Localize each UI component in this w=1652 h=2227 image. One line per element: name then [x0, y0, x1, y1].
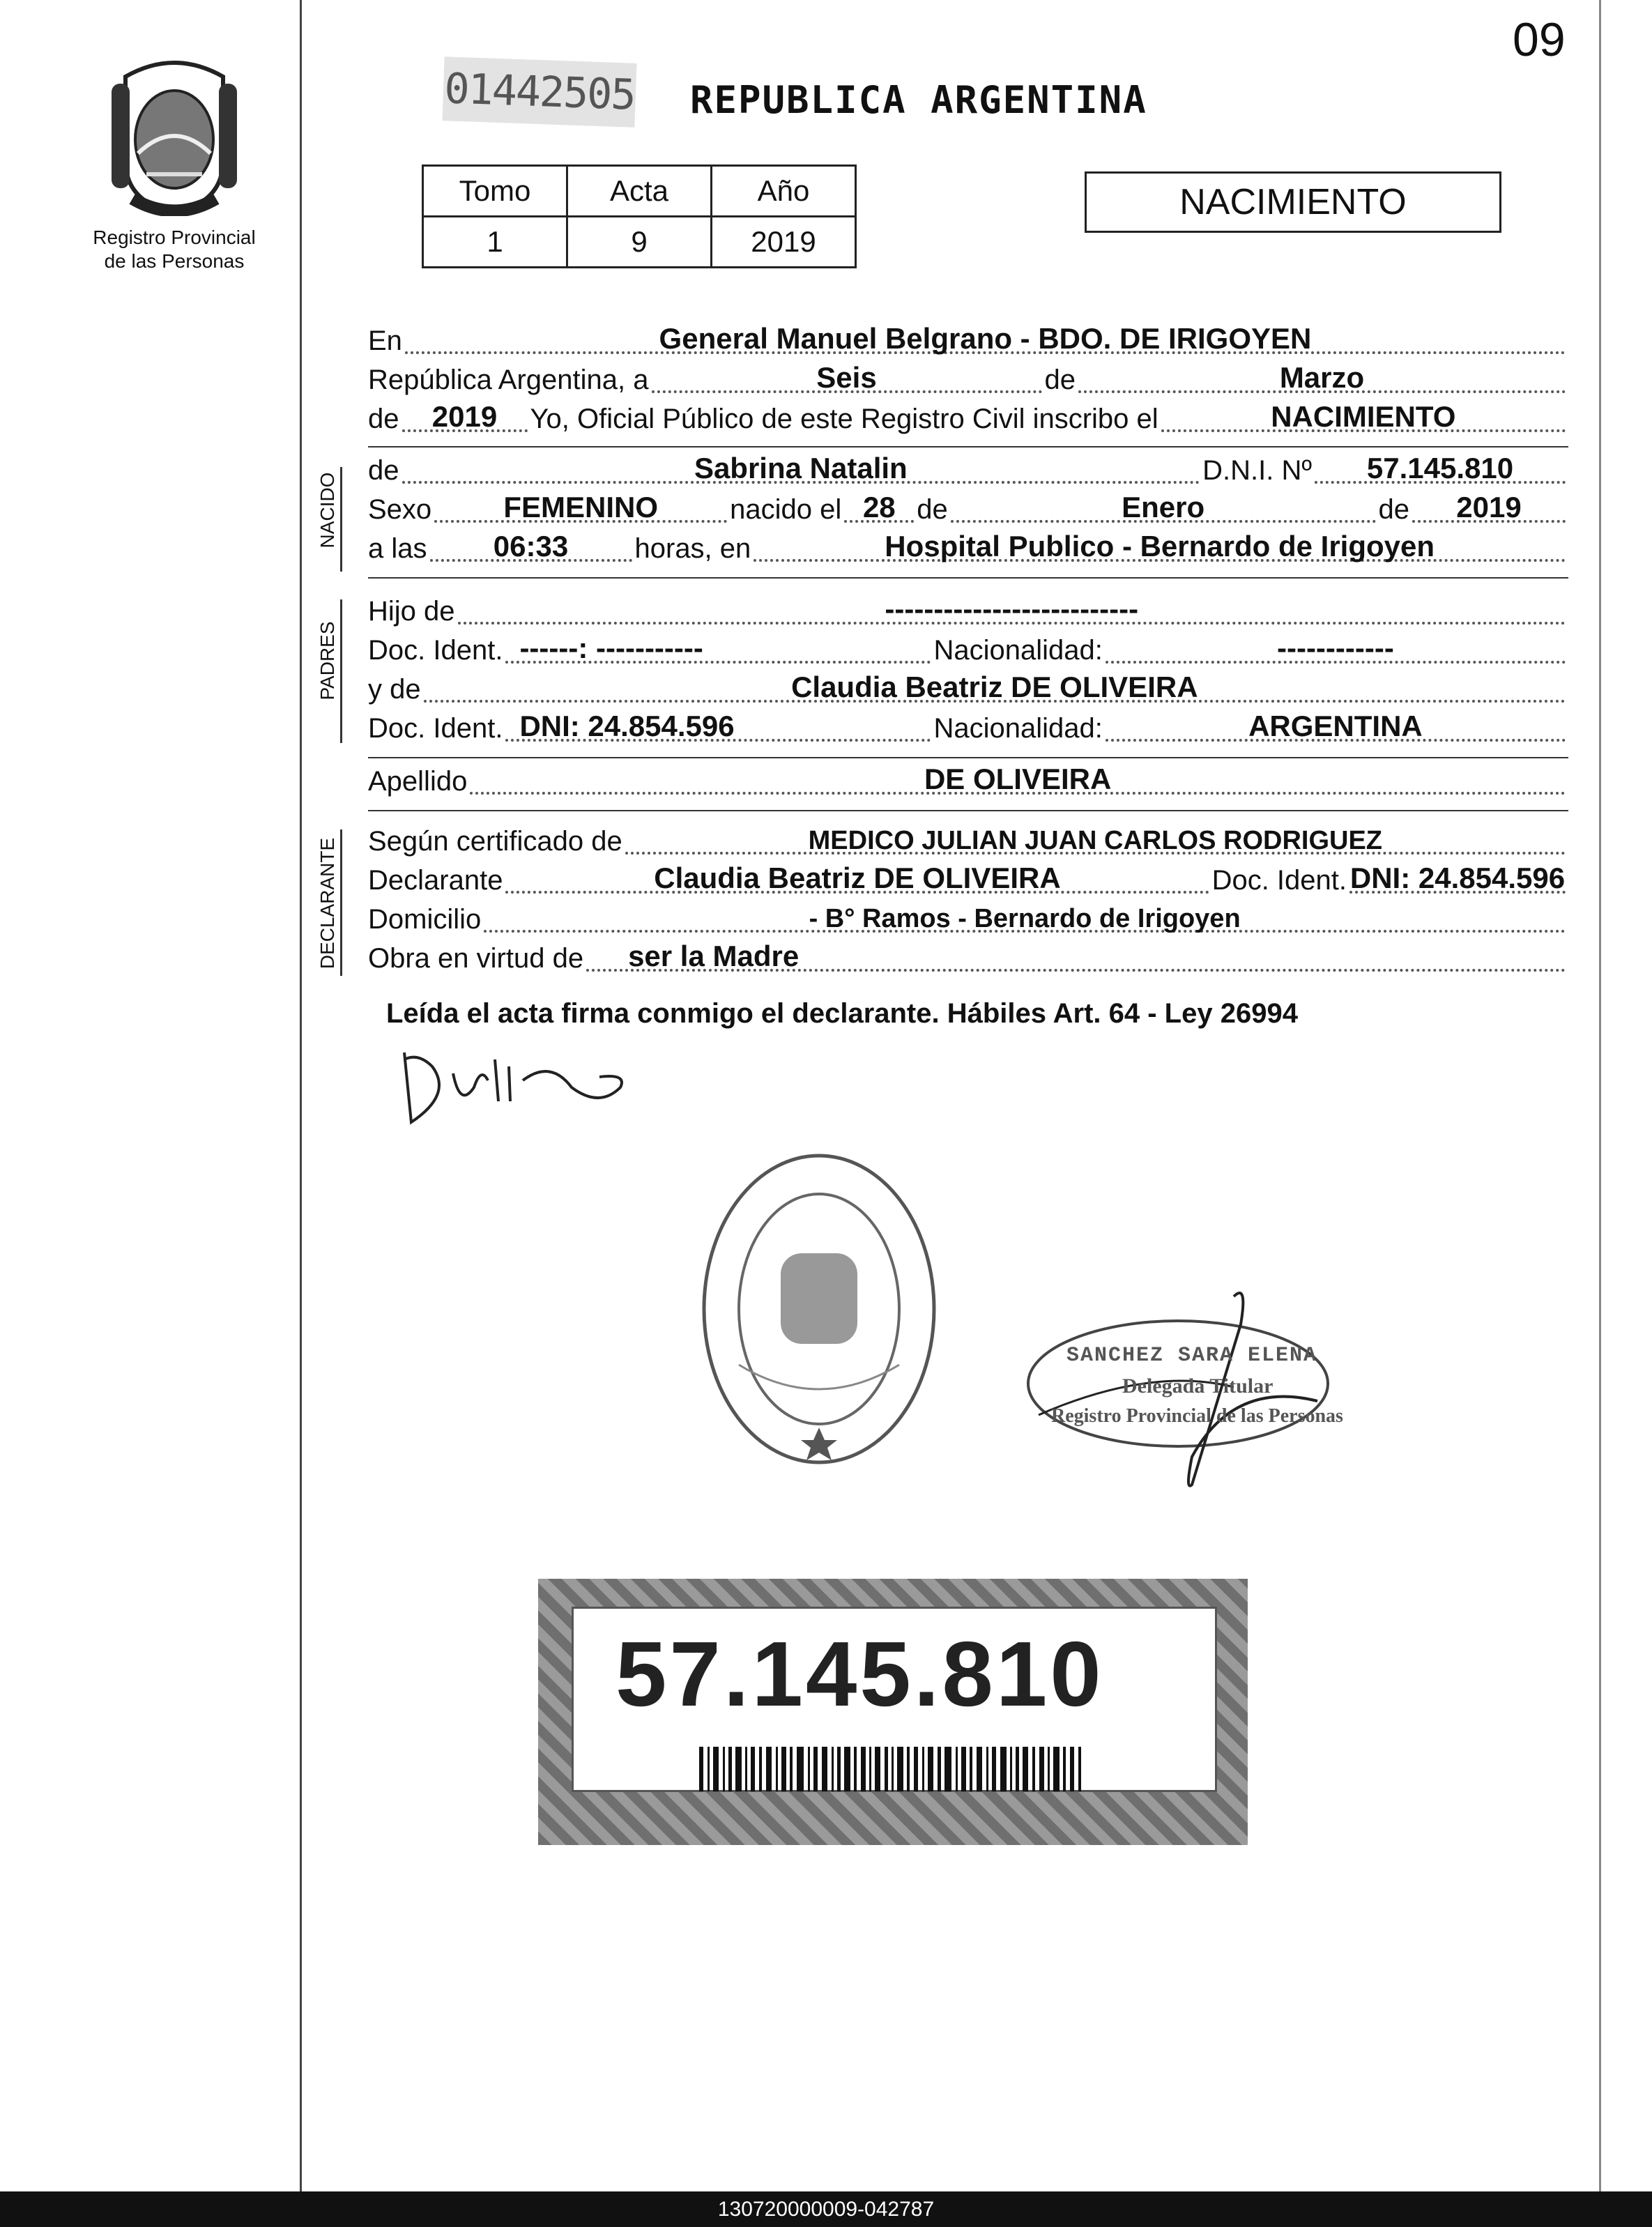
line-nacido-hora	[368, 530, 1568, 569]
apellido-label: Apellido	[368, 766, 468, 797]
registry-header-tomo: Tomo	[423, 166, 567, 217]
domicilio-value: - B° Ramos - Bernardo de Irigoyen	[809, 904, 1241, 933]
day-value: Seis	[816, 361, 877, 394]
misiones-coat-of-arms-icon	[98, 56, 251, 216]
obra-value: ser la Madre	[628, 940, 800, 972]
child-name-value: Sabrina Natalin	[694, 452, 908, 484]
section-label-declarante: DECLARANTE	[316, 837, 338, 970]
registry-header-ano: Año	[712, 166, 856, 217]
child-dni-value: 57.145.810	[1366, 452, 1514, 484]
emblem-caption	[70, 226, 279, 273]
declarant-signature	[390, 1039, 641, 1136]
registry-table	[422, 164, 857, 268]
registry-table-header-row	[423, 166, 856, 217]
line-obra	[368, 940, 1568, 979]
mother-doc-label: Doc. Ident.	[368, 713, 503, 744]
dni-sticker	[538, 1579, 1248, 1845]
birth-time-value: 06:33	[493, 530, 569, 563]
registry-header-acta: Acta	[567, 166, 712, 217]
sexo-label: Sexo	[368, 494, 432, 525]
declarante-separator	[340, 829, 342, 976]
page-number: 09	[1513, 13, 1566, 66]
registry-table-value-row	[423, 217, 856, 268]
emblem-caption-line1: Registro Provincial	[93, 227, 256, 248]
nacido-el-label: nacido el	[730, 494, 842, 525]
a-las-label: a las	[368, 533, 427, 564]
record-type-box: NACIMIENTO	[1085, 171, 1501, 233]
father-doc-value: ------: -----------	[519, 632, 703, 664]
certificado-value: MEDICO JULIAN JUAN CARLOS RODRIGUEZ	[808, 826, 1383, 855]
official-role: Delegada Titular	[1122, 1375, 1274, 1398]
padres-separator	[340, 599, 342, 743]
year-value: 2019	[431, 400, 498, 433]
country-title: REPUBLICA ARGENTINA	[690, 78, 1147, 122]
de-label: de	[1044, 365, 1076, 395]
birth-year-value: 2019	[1456, 491, 1522, 523]
dni-sticker-number: 57.145.810	[615, 1623, 1104, 1725]
father-doc-label: Doc. Ident.	[368, 635, 503, 666]
registry-value-acta: 9	[567, 217, 712, 268]
rule-declarante-top	[368, 810, 1568, 811]
dni-sticker-panel	[572, 1607, 1217, 1792]
father-nat-label: Nacionalidad:	[933, 635, 1103, 666]
birth-day-value: 28	[862, 491, 896, 523]
birth-place-value: Hospital Publico - Bernardo de Irigoyen	[885, 530, 1435, 563]
birth-de-label: de	[917, 494, 948, 525]
father-nat-value: ------------	[1276, 632, 1394, 664]
official-name: SANCHEZ SARA ELENA	[1066, 1344, 1318, 1368]
dni-label: D.N.I. Nº	[1202, 455, 1312, 486]
line-year	[368, 400, 1568, 439]
section-label-nacido: NACIDO	[316, 472, 338, 549]
provincial-emblem	[91, 56, 258, 220]
declarante-value: Claudia Beatriz DE OLIVEIRA	[654, 862, 1061, 894]
registry-value-ano: 2019	[712, 217, 856, 268]
mother-nat-label: Nacionalidad:	[933, 713, 1103, 744]
rule-padres-top	[368, 577, 1568, 579]
en-label: En	[368, 326, 402, 356]
republica-label: República Argentina, a	[368, 365, 649, 395]
mother-doc-value: DNI: 24.854.596	[519, 710, 735, 742]
en-value: General Manuel Belgrano - BDO. DE IRIGOYEN	[659, 322, 1312, 355]
line-apellido	[368, 763, 1568, 802]
emblem-caption-line2: de las Personas	[104, 250, 245, 272]
official-office: Registro Provincial de las Personas	[1051, 1405, 1343, 1427]
month-value: Marzo	[1279, 361, 1365, 394]
barcode-icon	[699, 1747, 1083, 1791]
registry-seal	[697, 1149, 941, 1469]
line-mother-doc	[368, 710, 1568, 749]
mother-nat-value: ARGENTINA	[1248, 710, 1423, 742]
birth-month-value: Enero	[1122, 491, 1205, 523]
hijo-de-label: Hijo de	[368, 596, 455, 627]
nacido-de-label: de	[368, 455, 399, 486]
footer-code: 130720000009-042787	[0, 2191, 1652, 2227]
apellido-value: DE OLIVEIRA	[924, 763, 1112, 795]
serial-number: 01442505	[442, 56, 636, 128]
sexo-value: FEMENINO	[503, 491, 658, 523]
closing-text: Leída el acta firma conmigo el declarante. Hábiles Art. 64 - Ley 26994	[386, 998, 1298, 1029]
de-year-label: de	[368, 404, 399, 434]
declarante-label: Declarante	[368, 865, 503, 896]
mother-value: Claudia Beatriz DE OLIVEIRA	[791, 671, 1198, 703]
declarante-doc-value: DNI: 24.854.596	[1349, 862, 1566, 894]
father-value: --------------------------	[885, 592, 1139, 625]
registry-value-tomo: 1	[423, 217, 567, 268]
obra-label: Obra en virtud de	[368, 943, 584, 974]
certificado-label: Según certificado de	[368, 826, 622, 857]
y-de-label: y de	[368, 674, 421, 705]
nacido-separator	[340, 467, 342, 572]
horas-label: horas, en	[634, 533, 751, 564]
declarante-doc-label: Doc. Ident.	[1211, 865, 1347, 896]
left-margin-line	[300, 0, 302, 2191]
right-margin-line	[1599, 0, 1601, 2191]
inscription-value: NACIMIENTO	[1271, 400, 1456, 433]
oficial-text: Yo, Oficial Público de este Registro Civil inscribo el	[530, 404, 1158, 434]
domicilio-label: Domicilio	[368, 904, 482, 935]
section-label-padres: PADRES	[316, 621, 338, 701]
birth-de-label-2: de	[1378, 494, 1409, 525]
